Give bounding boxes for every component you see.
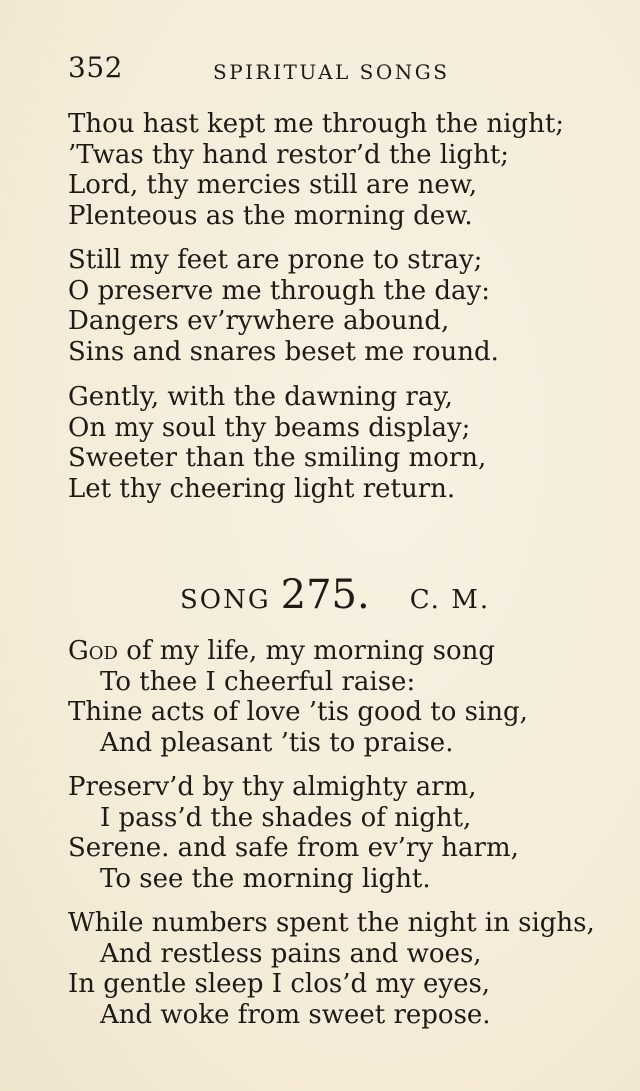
first-word: God [68, 636, 118, 666]
verse-line: To see the morning light. [100, 863, 431, 894]
running-title: SPIRITUAL SONGS [213, 60, 450, 84]
verse-line: Sins and snares beset me round. [68, 336, 499, 367]
page-number: 352 [68, 51, 123, 84]
verse-line: Thou hast kept me through the night; [68, 109, 565, 139]
song-number: 275. [280, 572, 370, 618]
verse-line: Lord, thy mercies still are new, [68, 170, 478, 200]
verse-line: On my soul thy beams display; [68, 412, 471, 443]
verse-line: Plenteous as the morning dew. [68, 200, 473, 231]
verse-line: ’Twas thy hand restor’d the light; [68, 139, 510, 170]
verse-line: Serene. and safe from ev’ry harm, [68, 833, 519, 863]
stanza [68, 908, 628, 1030]
song-meter: C. M. [409, 585, 491, 615]
verse-line: Sweeter than the smiling morn, [68, 443, 487, 473]
verse-line: And pleasant ’tis to praise. [100, 727, 454, 758]
verse-line: And restless pains and woes, [100, 938, 482, 969]
song-heading [180, 572, 620, 624]
stanza [68, 109, 628, 231]
verse-line: And woke from sweet repose. [100, 999, 491, 1030]
verse-line: Preserv’d by thy almighty arm, [68, 772, 477, 802]
verse-line: In gentle sleep I clos’d my eyes, [68, 969, 491, 999]
stanza [68, 772, 628, 894]
stanza [68, 382, 628, 504]
stanza [68, 245, 628, 367]
verse-line [68, 636, 628, 667]
page-header [68, 52, 468, 88]
verse-line: I pass’d the shades of night, [100, 802, 472, 833]
verse-line: While numbers spent the night in sighs, [68, 908, 595, 938]
verse-line: Gently, with the dawning ray, [68, 382, 453, 412]
verse-line-rest: of my life, my morning song [117, 636, 495, 666]
song-label: SONG [180, 585, 271, 615]
verse-line: Let thy cheering light return. [68, 473, 456, 504]
stanza [68, 636, 628, 758]
verse-line: Dangers ev’rywhere abound, [68, 306, 450, 336]
verse-line: O preserve me through the day: [68, 275, 490, 306]
verse-line: Thine acts of love ’tis good to sing, [68, 697, 528, 727]
verse-line: Still my feet are prone to stray; [68, 245, 483, 275]
verse-line: To thee I cheerful raise: [100, 666, 416, 697]
